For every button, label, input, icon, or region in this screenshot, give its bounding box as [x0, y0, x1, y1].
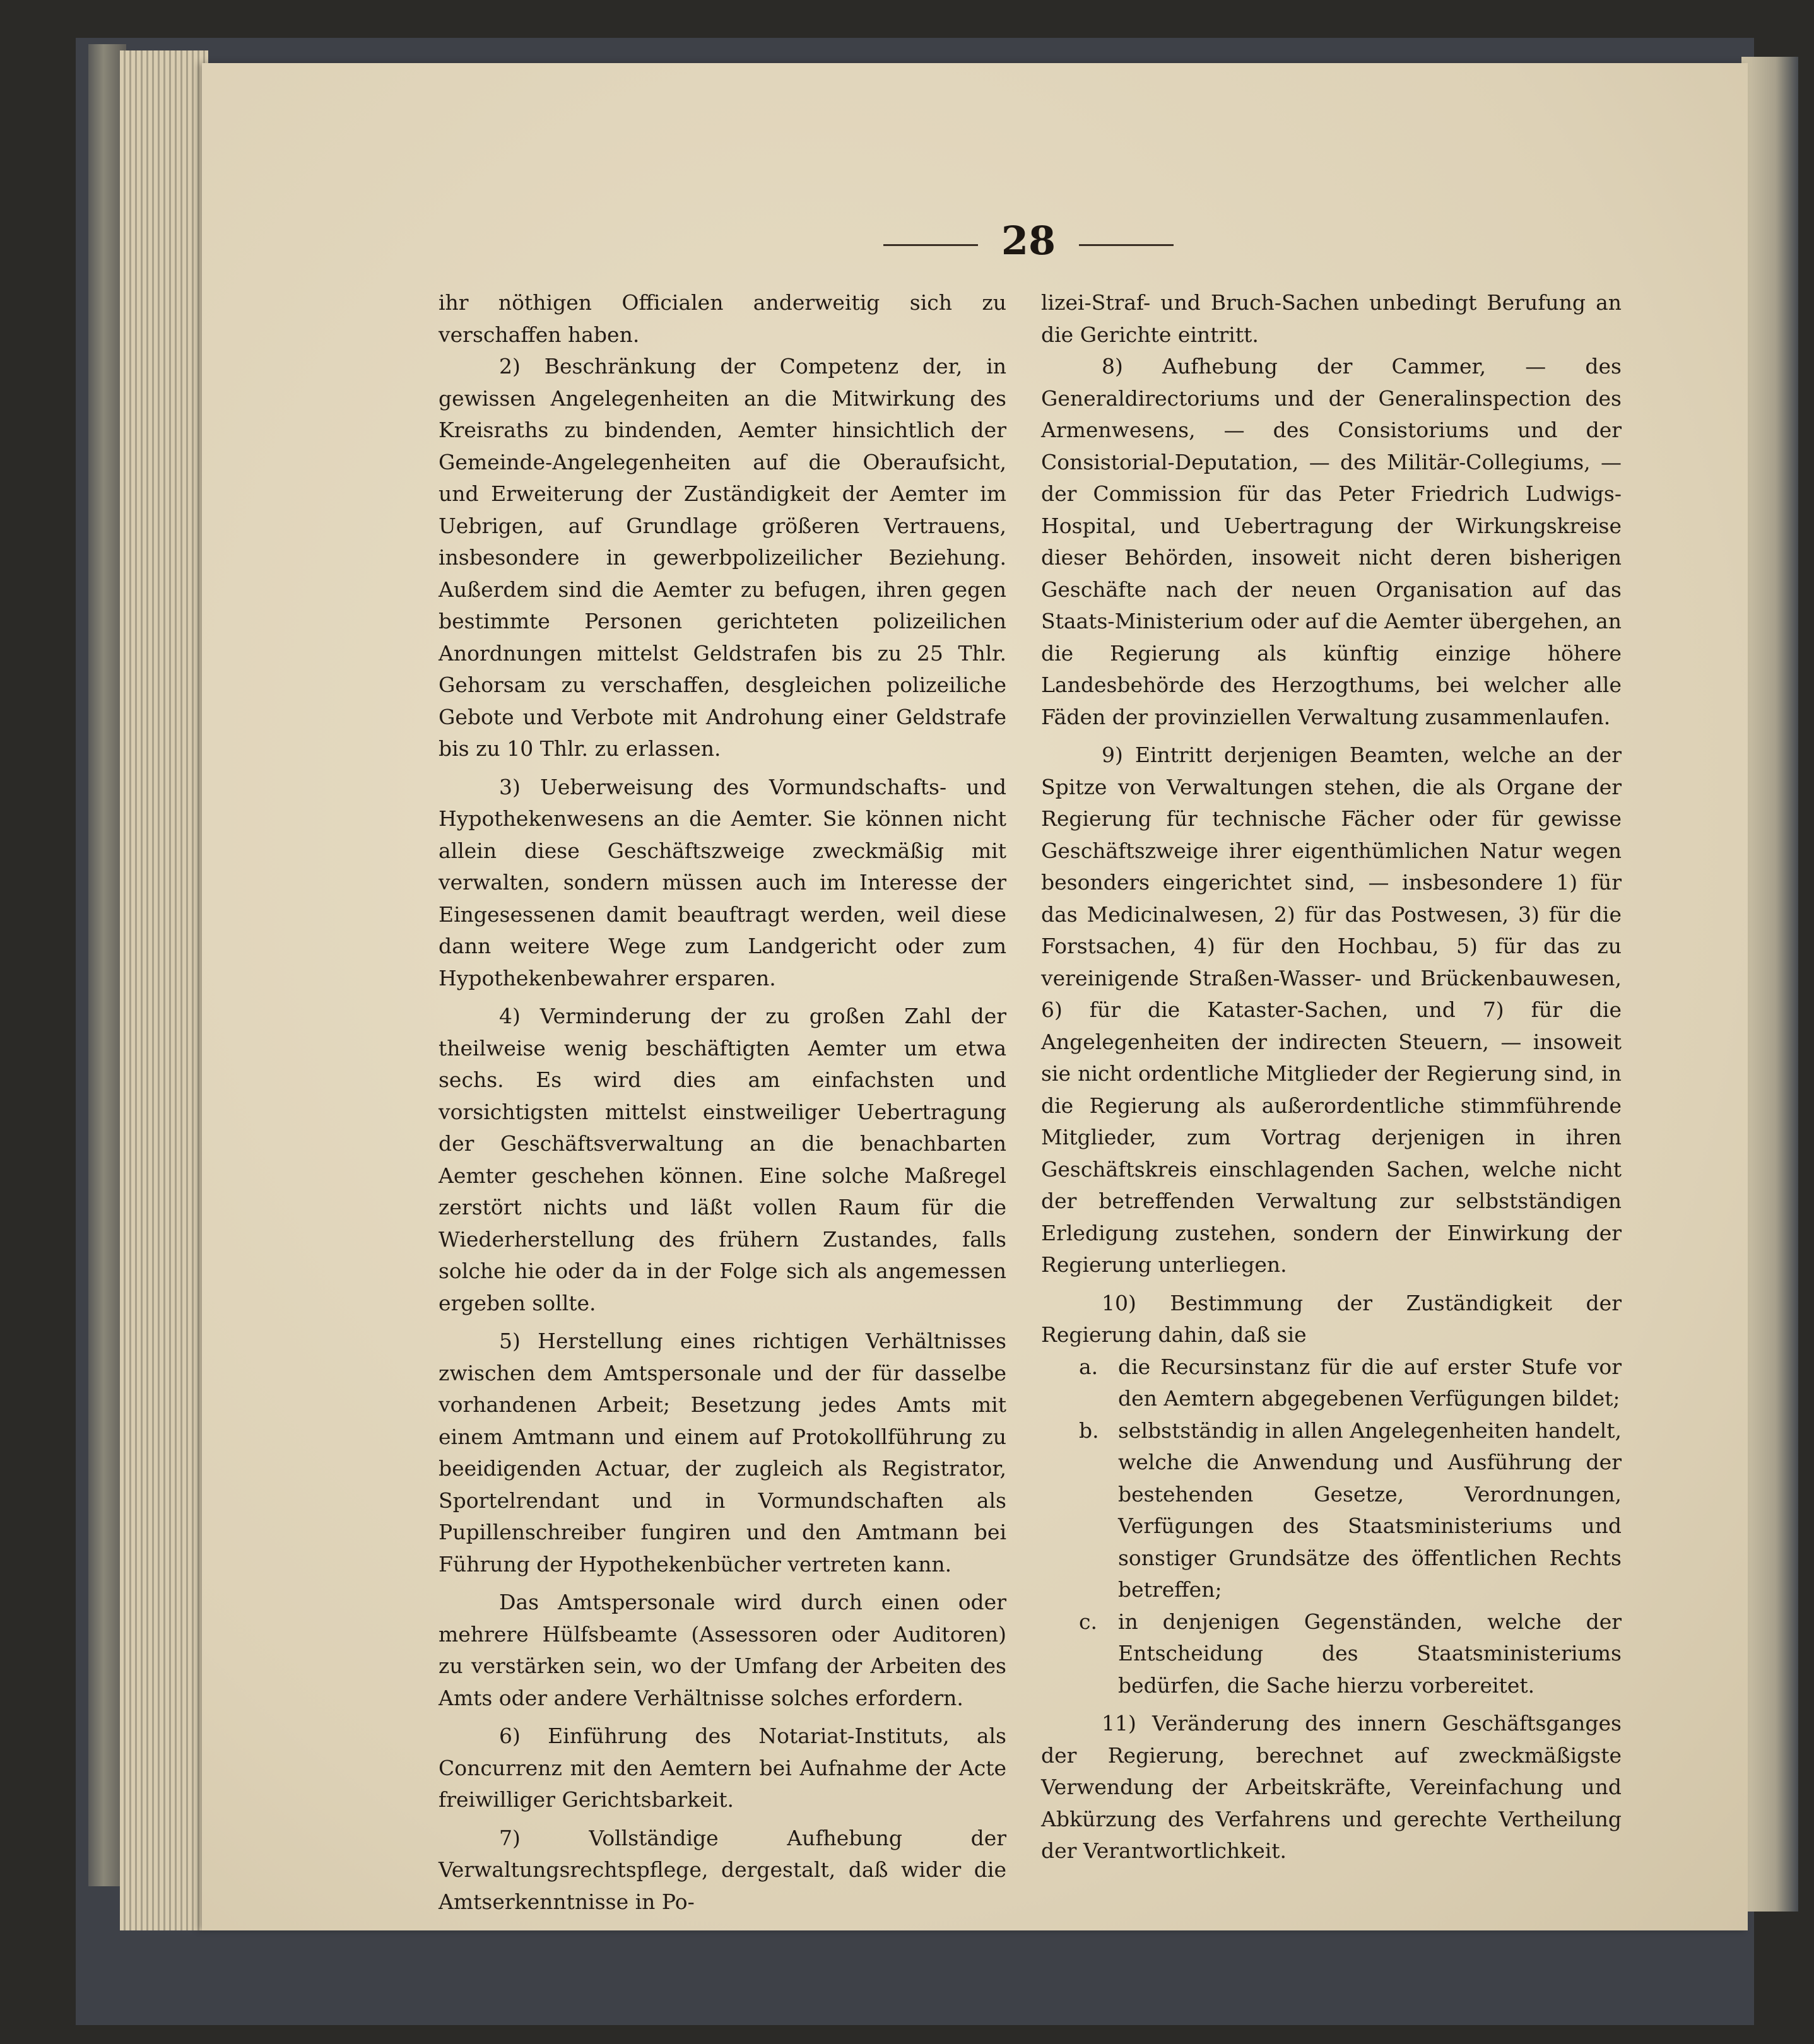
list-item — [1041, 1415, 1622, 1606]
paragraph: 3) Ueberweisung des Vormundschafts- und Hypothekenwesens an die Aemter. Sie können nicht allein diese Geschäftszweige zweckmäßig mit verwalten, sondern müssen auch im Interesse der Eingesessenen damit beauftragt werden, weil diese dann weitere Wege zum Landgericht oder zum Hypothekenbewahrer ersparen. — [439, 774, 1006, 990]
list-item-label: b. — [1079, 1418, 1099, 1443]
right-page-edge — [1741, 57, 1798, 1912]
paragraph: lizei-Straf- und Bruch-Sachen unbedingt Berufung an die Gerichte eintritt. — [1041, 290, 1622, 347]
list-item-text: die Recursinstanz für die auf erster Stufe vor den Aemtern abgegebenen Verfügungen bildet; — [1118, 1354, 1622, 1411]
list-item-label: c. — [1079, 1609, 1097, 1634]
paragraph: 10) Bestimmung der Zuständigkeit der Regierung dahin, daß sie — [1041, 1290, 1622, 1347]
list-item-text: in denjenigen Gegenständen, welche der Entscheidung des Staatsministeriums bedürfen, die Sache hierzu vorbereitet. — [1118, 1609, 1622, 1698]
list-item-label: a. — [1079, 1354, 1098, 1379]
paragraph: 11) Veränderung des innern Geschäftsganges der Regierung, berechnet auf zweckmäßigste Verwendung der Arbeitskräfte, Vereinfachung und Abkürzung des Verfahrens und gerechte Vertheilung der Verantwortlichkeit. — [1041, 1711, 1622, 1863]
list-item — [1041, 1351, 1622, 1415]
paragraph: 5) Herstellung eines richtigen Verhältnisses zwischen dem Amtspersonale und der für dasselbe vorhandenen Arbeit; Besetzung jedes Amts mit einem Amtmann und einem auf Protokollführung zu beeidigenden Actuar, der zugleich als Registrator, Sportelrendant und in Vormundschaften als Pupillenschreiber fungiren und den Amtmann bei Führung der Hypothekenbücher vertreten kann. — [439, 1329, 1006, 1577]
list-item — [1041, 1606, 1622, 1702]
paragraph: Das Amtspersonale wird durch einen oder mehrere Hülfsbeamte (Assessoren oder Auditoren) zu verstärken sein, wo der Umfang der Arbeiten des Amts oder andere Verhältnisse solches erfordern. — [439, 1590, 1006, 1710]
page-header — [877, 218, 1180, 268]
paragraph: 7) Vollständige Aufhebung der Verwaltungsrechtspflege, dergestalt, daß wider die Amtserkenntnisse in Po- — [439, 1825, 1006, 1914]
header-rule-left — [883, 244, 978, 246]
right-column — [1041, 287, 1622, 1867]
page-number: 28 — [1001, 218, 1056, 264]
page-edges — [120, 50, 208, 1930]
list-item-text: selbstständig in allen Angelegenheiten handelt, welche die Anwendung und Ausführung der bestehenden Gesetze, Verordnungen, Verfügungen des Staatsministeriums und sonstiger Grundsätze des öffentlichen Rechts betreffen; — [1118, 1418, 1622, 1602]
paragraph: 9) Eintritt derjenigen Beamten, welche an der Spitze von Verwaltungen stehen, die als Organe der Regierung für technische Fächer oder für gewisse Geschäftszweige ihrer eigenthümlichen Natur wegen besonders eingerichtet sind, — insbesondere 1) für das Medicinalwesen, 2) für das Postwesen, 3) für die Forstsachen, 4) für den Hochbau, 5) für das zu vereinigende Straßen-Wasser- und Brückenbauwesen, 6) für die Kataster-Sachen, und 7) für die Angelegenheiten der indirecten Steuern, — insoweit sie nicht ordentliche Mitglieder der Regierung sind, in die Regierung als außerordentliche stimmführende Mitglieder, zum Vortrag derjenigen in ihren Geschäftskreis einschlagenden Sachen, welche nicht der betreffenden Verwaltung zur selbstständigen Erledigung zustehen, sondern der Einwirkung der Regierung unterliegen. — [1041, 743, 1622, 1277]
header-rule-right — [1079, 244, 1174, 246]
paragraph: ihr nöthigen Officialen anderweitig sich zu verschaffen haben. — [439, 290, 1006, 347]
paragraph: 6) Einführung des Notariat-Instituts, als Concurrenz mit den Aemtern bei Aufnahme der Acte freiwilliger Gerichtsbarkeit. — [439, 1724, 1006, 1812]
paragraph: 2) Beschränkung der Competenz der, in gewissen Angelegenheiten an die Mitwirkung des Kreisraths zu bindenden, Aemter hinsichtlich der Gemeinde-Angelegenheiten auf die Oberaufsicht, und Erweiterung der Zuständigkeit der Aemter im Uebrigen, auf Grundlage größeren Vertrauens, insbesondere in gewerbpolizeilicher Beziehung. Außerdem sind die Aemter zu befugen, ihren gegen bestimmte Personen gerichteten polizeilichen Anordnungen mittelst Geldstrafen bis zu 25 Thlr. Gehorsam zu verschaffen, desgleichen polizeiliche Gebote und Verbote mit Androhung einer Geldstrafe bis zu 10 Thlr. zu erlassen. — [439, 354, 1006, 761]
paragraph: 8) Aufhebung der Cammer, — des Generaldirectoriums und der Generalinspection des Armenwesens, — des Consistoriums und der Consistorial-Deputation, — des Militär-Collegiums, — der Commission für das Peter Friedrich Ludwigs-Hospital, und Uebertragung der Wirkungskreise dieser Behörden, insoweit nicht deren bisherigen Geschäfte nach der neuen Organisation auf das Staats-Ministerium oder auf die Aemter übergehen, an die Regierung als künftig einzige höhere Landesbehörde des Herzogthums, bei welcher alle Fäden der provinziellen Verwaltung zusammenlaufen. — [1041, 354, 1622, 729]
left-column — [439, 287, 1006, 1918]
paragraph: 4) Verminderung der zu großen Zahl der theilweise wenig beschäftigten Aemter um etwa sechs. Es wird dies am einfachsten und vorsichtigsten mittelst einstweiliger Uebertragung der Geschäftsverwaltung an die benachbarten Aemter geschehen können. Eine solche Maßregel zerstört nichts und läßt vollen Raum für die Wiederherstellung des frühern Zustandes, falls solche hie oder da in der Folge sich als angemessen ergeben sollte. — [439, 1004, 1006, 1315]
